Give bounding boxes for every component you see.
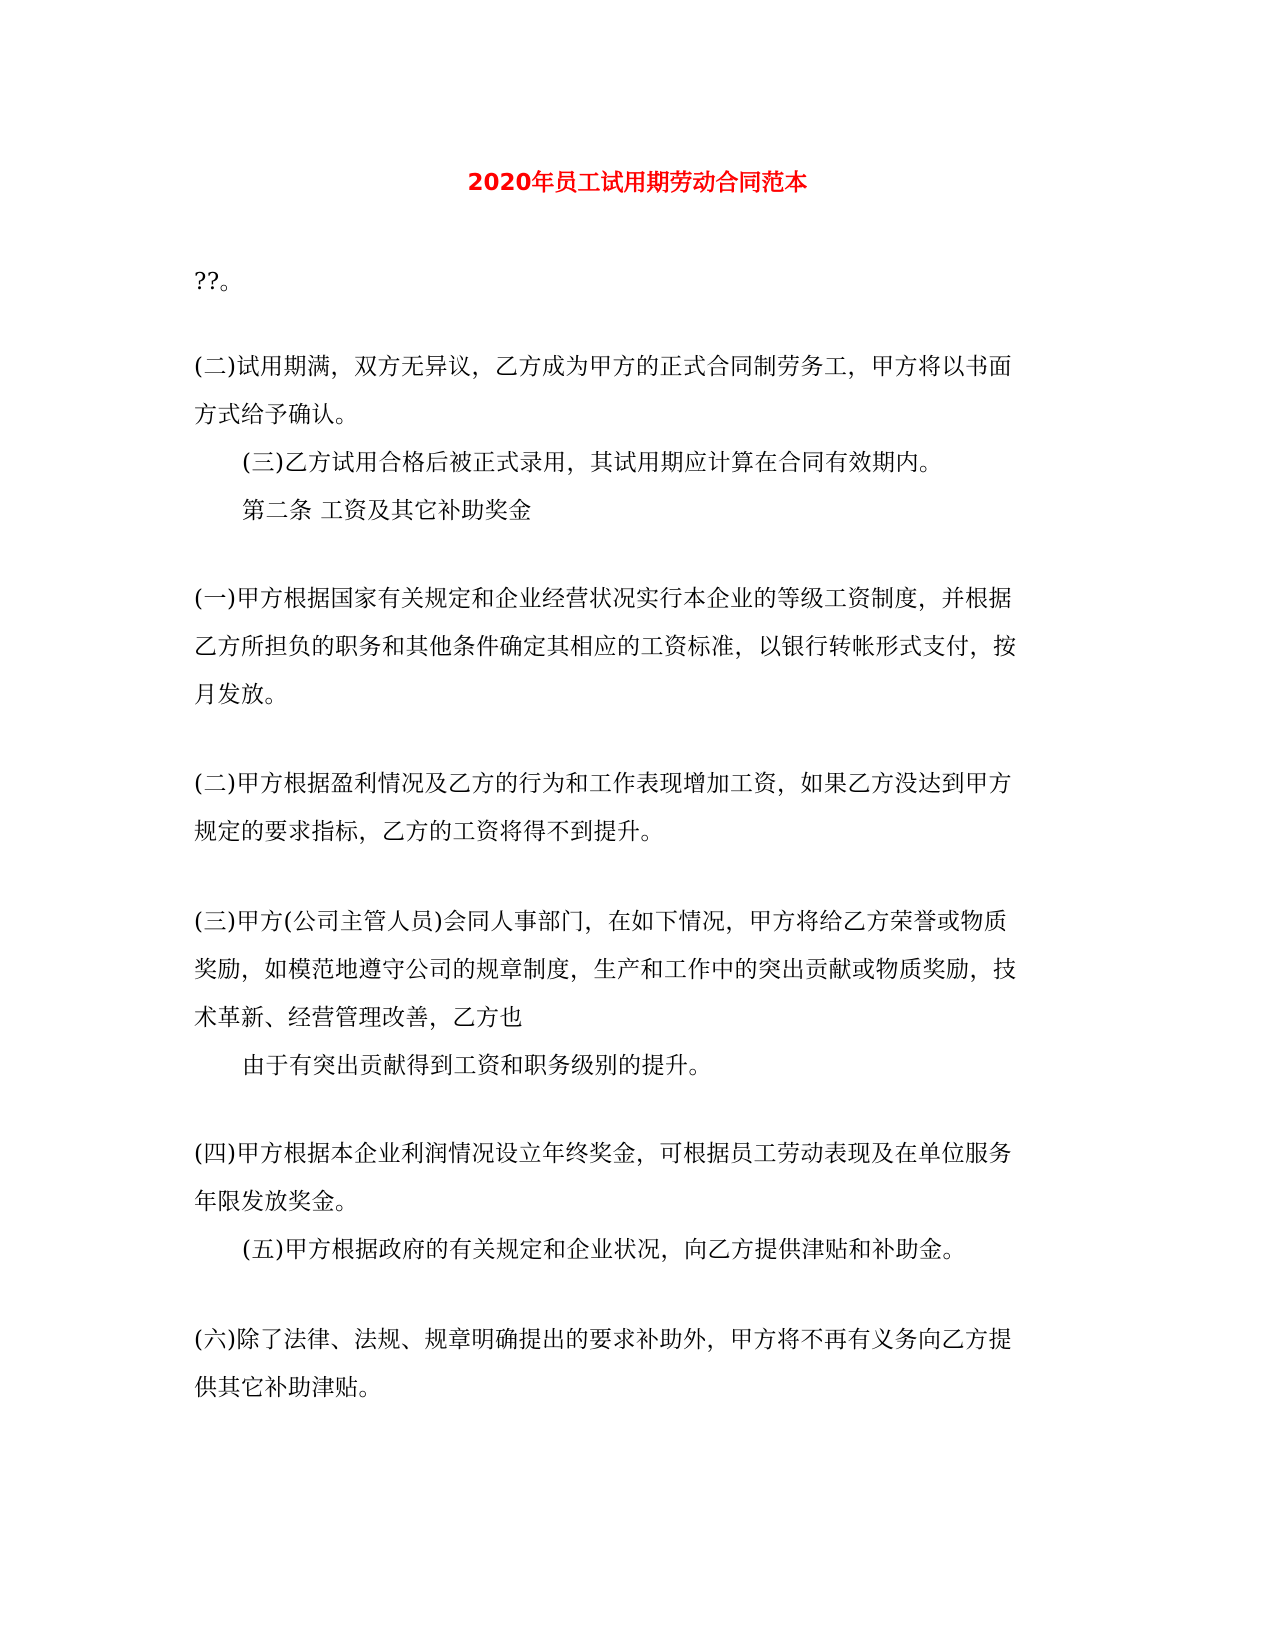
- text-line: 供其它补助津贴。: [194, 1375, 382, 1401]
- text-line: (三)乙方试用合格后被正式录用，其试用期应计算在合同有效期内。: [242, 450, 943, 476]
- paragraph-salary-increase: [194, 760, 1074, 856]
- text-line: (五)甲方根据政府的有关规定和企业状况，向乙方提供津贴和补助金。: [242, 1237, 966, 1263]
- text-line: 由于有突出贡献得到工资和职务级别的提升。: [242, 1053, 712, 1079]
- text-line: 方式给予确认。: [194, 402, 359, 428]
- text-line: 乙方所担负的职务和其他条件确定其相应的工资标准，以银行转帐形式支付，按: [194, 634, 1017, 660]
- text-line: (二)甲方根据盈利情况及乙方的行为和工作表现增加工资，如果乙方没达到甲方: [194, 771, 1012, 797]
- text-line: 术革新、经营管理改善，乙方也: [194, 1005, 523, 1031]
- text-line: (二)试用期满，双方无异议，乙方成为甲方的正式合同制劳务工，甲方将以书面: [194, 354, 1012, 380]
- text-line: (四)甲方根据本企业利润情况设立年终奖金，可根据员工劳动表现及在单位服务: [194, 1141, 1012, 1167]
- text-line: (六)除了法律、法规、规章明确提出的要求补助外，甲方将不再有义务向乙方提: [194, 1327, 1012, 1353]
- text-line: ??。: [194, 269, 244, 295]
- text-line: 奖励，如模范地遵守公司的规章制度，生产和工作中的突出贡献或物质奖励，技: [194, 957, 1017, 983]
- paragraph-year-end-bonus: [194, 1130, 1074, 1274]
- text-line: 月发放。: [194, 682, 288, 708]
- text-line: (一)甲方根据国家有关规定和企业经营状况实行本企业的等级工资制度，并根据: [194, 586, 1012, 612]
- paragraph-trial-confirmation: [194, 343, 1074, 535]
- text-line: 年限发放奖金。: [194, 1189, 359, 1215]
- paragraph-fragment: [194, 258, 1074, 306]
- document-title: 2020年员工试用期劳动合同范本: [467, 170, 808, 196]
- paragraph-rewards: [194, 898, 1074, 1090]
- paragraph-other-allowances: [194, 1316, 1074, 1412]
- text-line: (三)甲方(公司主管人员)会同人事部门，在如下情况，甲方将给乙方荣誉或物质: [194, 909, 1008, 935]
- paragraph-salary-system: [194, 575, 1074, 719]
- text-line: 规定的要求指标，乙方的工资将得不到提升。: [194, 819, 664, 845]
- section-heading: 第二条 工资及其它补助奖金: [242, 498, 532, 524]
